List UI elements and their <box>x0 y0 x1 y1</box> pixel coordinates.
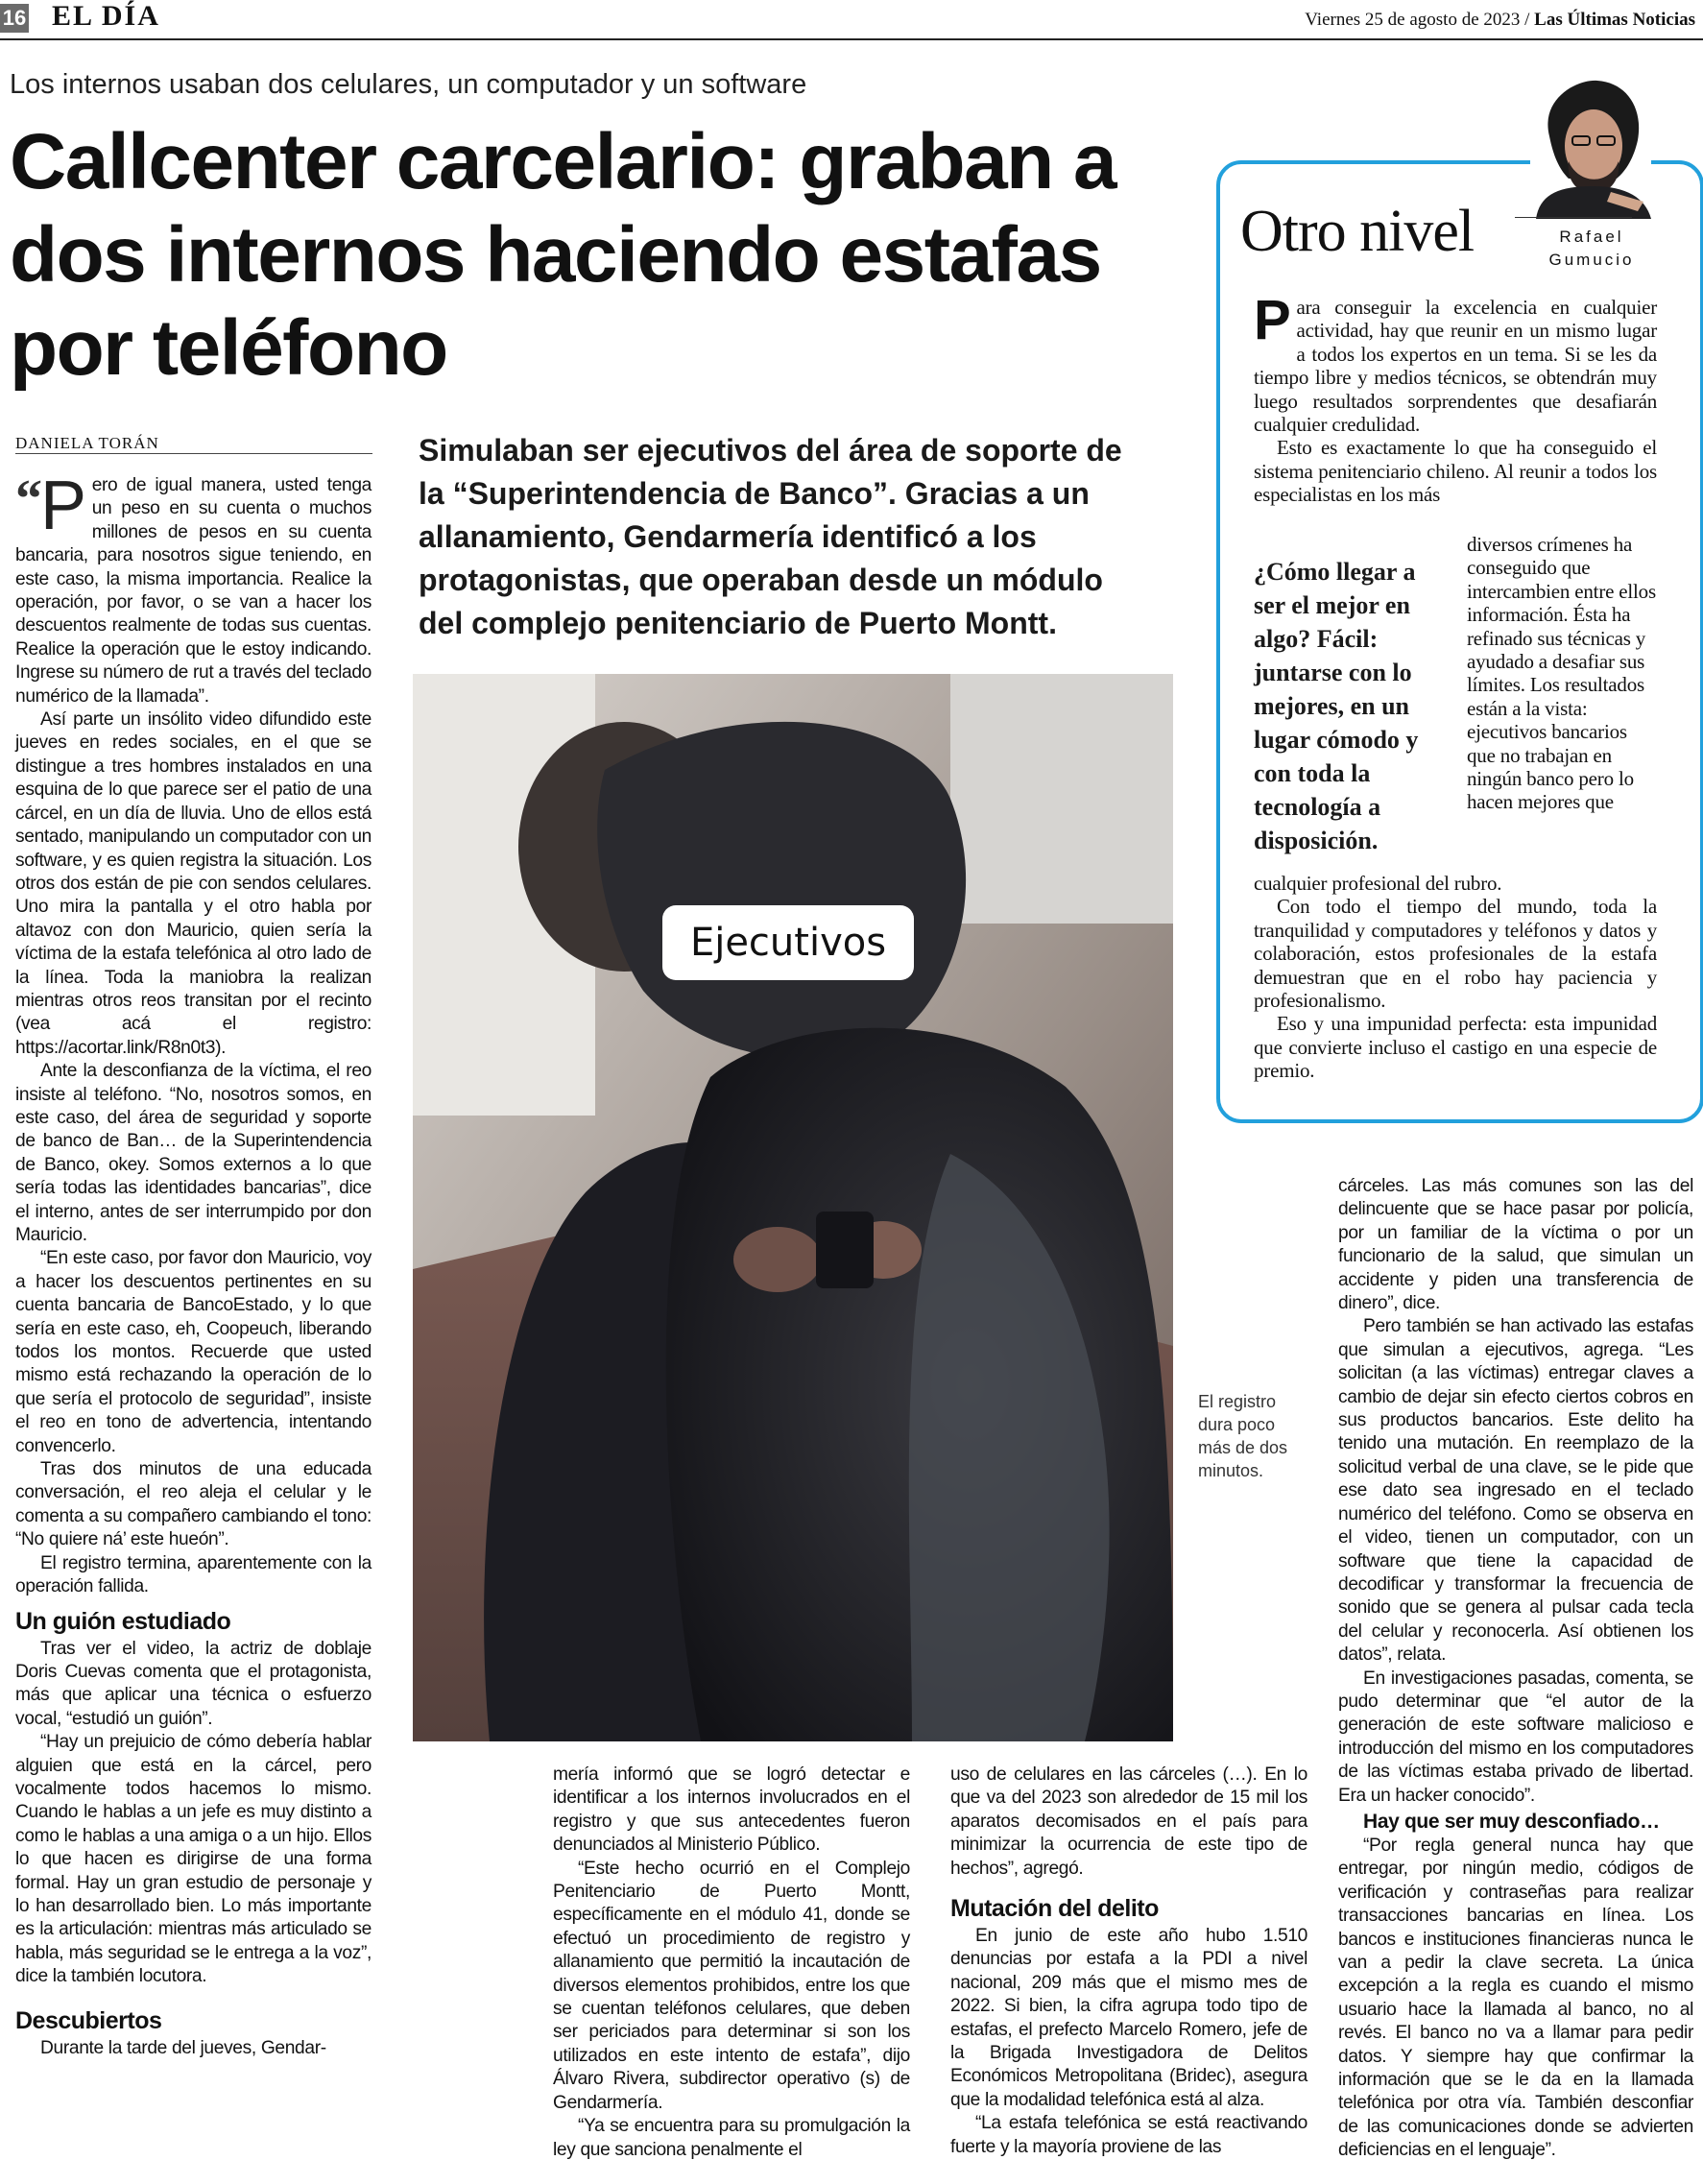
paragraph: Esto es exactamente lo que ha conseguido el sistema penitenciario chileno. Al reunir a todos los especialistas en los más <box>1254 436 1657 507</box>
photo-overlay-label: Ejecutivos <box>662 905 914 980</box>
header-rule <box>0 38 1703 40</box>
paragraph: En investigaciones pasadas, comenta, se pudo determinar que “el autor de la generación de este software malicioso e introducción del mismo en los computadores de las víctimas estaba privado de libertad. Era un hacker conocido”. <box>1338 1668 1693 1806</box>
paragraph: Con todo el tiempo del mundo, toda la tranquilidad y computadores y teléfonos y datos y colaboración, estos profesionales de la estafa demuestran que en el robo hay paciencia y profesionalismo. <box>1254 895 1657 1013</box>
subheading: Mutación del delito <box>950 1895 1159 1923</box>
open-quote-glyph: “ <box>15 469 36 529</box>
author-portrait <box>1530 79 1651 219</box>
paragraph: “Ya se encuentra para su promulgación la ley que sanciona penalmente el <box>553 2116 910 2160</box>
page-number: 16 <box>0 4 29 33</box>
pull-quote: ¿Cómo llegar a ser el mejor en algo? Fácil: juntarse con lo mejores, en un lugar cómodo y con toda la tecnología a disposición. <box>1254 558 1419 854</box>
paragraph: “Este hecho ocurrió en el Complejo Penitenciario de Puerto Montt, específicamente en el módulo 41, donde se efectuó un procedimiento de registro y allanamiento que permitió la incautación de diversos elementos prohibidos, entre los que se cuentan teléfonos celulares, que deben ser periciados para determinar si son los utilizados en este intento de estafa”, dijo Álvaro Rivera, subdirector operativo (s) de Gendarmería. <box>553 1858 910 2113</box>
photo-caption: El registro dura poco más de dos minutos. <box>1198 1392 1288 1480</box>
paragraph: “Hay un prejuicio de cómo debería hablar alguien que está en la cárcel, pero vocalmente todos hacemos lo mismo. Cuando le hablas a un jefe es muy distinto a como le hablas a una amiga o a un hijo. Ellos lo que hacen es dirigirse de una forma formal. Hay un gran estudio de personaje y lo han desarrollado bien. Lo más importante es la articulación: mientras más articulado se habla, más seguridad se le entrega a la voz”, dice la también locutora. <box>15 1732 372 1987</box>
headline: Callcenter carcelario: graban a dos internos haciendo estafas por teléfono <box>10 118 1116 392</box>
paragraph: diversos crímenes ha conseguido que intercambien entre ellos información. Ésta ha refinado sus técnicas y ayudado a desafiar sus límites. Los resultados están a la vista: ejecutivos bancarios que no trabajan en ningún banco pero lo hacen mejores que <box>1467 533 1656 814</box>
paragraph: Así parte un insólito video difundido este jueves en redes sociales, en el que se distingue a tres hombres instalados en una esquina de lo que parece ser el patio de una cárcel, en un día de lluvia. Uno de ellos está sentado, manipulando un computador con un software, y es quien registra la situación. Los otros dos están de pie con sendos celulares. Uno mira la pantalla y el otro habla por altavoz con don Mauricio, quien sería la víctima de la estafa telefónica al otro lado de la línea. Toda la maniobra la realizan mientras otros reos transitan por el recinto (vea acá el registro: https://acortar.link/R8n0t3). <box>15 709 372 1058</box>
deck: Simulaban ser ejecutivos del área de soporte de la “Superintendencia de Banco”. Gracias a un allanamiento, Gendarmería identificó a los protagonistas, que operaban desde un módulo del complejo penitenciario de Puerto Montt. <box>419 433 1122 640</box>
paragraph: Pero también se han activado las estafas que simulan a ejecutivos, agrega. “Les solicitan (a las víctimas) entregar claves a cambio de dejar sin efecto ciertos cobros en sus productos bancarios. Este delito ha tenido una mutación. En reemplazo de la solicitud verbal de una clave, se le pide que ese dato sea ingresado en el teclado numérico del teléfono. Como se observa en el video, tienen un computador, con un software que tiene la capacidad de decodificar y transformar la frecuencia de sonido que se genera al pulsar cada tecla del celular y reconocerla. Así obtienen los datos”, relata. <box>1338 1316 1693 1666</box>
opinion-text-side <box>1467 533 1657 814</box>
article-column-4 <box>1338 1175 1693 2163</box>
article-column-2 <box>553 1764 910 2162</box>
kicker: Los internos usaban dos celulares, un computador y un software <box>10 69 807 100</box>
date: Viernes 25 de agosto de 2023 / <box>1305 10 1530 30</box>
subheading: Un guión estudiado <box>15 1607 231 1635</box>
paragraph: uso de celulares en las cárceles (…). En lo que va del 2023 son alrededor de 15 mil los aparatos decomisados en el país para minimizar la ocurrencia de este tipo de hechos”, agregó. <box>950 1764 1307 1879</box>
article-photo <box>413 674 1173 1741</box>
paragraph: Eso y una impunidad perfecta: esta impunidad que convierte incluso el castigo en una especie de premio. <box>1254 1012 1657 1083</box>
paragraph: Ante la desconfianza de la víctima, el reo insiste al teléfono. “No, nosotros somos, en este caso, del área de seguridad y soporte de banco de Ban… de la Superintendencia de Banco, okey. Somos externos a lo que sería todas las identidades bancarias”, dice el interno, antes de ser interrumpido por don Mauricio. <box>15 1061 372 1245</box>
drop-cap: P <box>1254 289 1291 351</box>
paragraph: Tras ver el video, la actriz de doblaje Doris Cuevas comenta que el protagonista, más que aplicar una técnica o esfuerzo vocal, “estudió un guión”. <box>15 1638 372 1729</box>
byline: DANIELA TORÁN <box>15 434 159 452</box>
paragraph: El registro termina, aparentemente con la operación fallida. <box>15 1552 372 1597</box>
paragraph: Durante la tarde del jueves, Gendar- <box>40 2037 326 2058</box>
opinion-title: Otro nivel <box>1240 199 1475 264</box>
subheading: Descubiertos <box>15 2006 162 2034</box>
paragraph: Tras dos minutos de una educada conversación, el reo aleja el celular y le comenta a su compañero cambiando el tono: “No quiere ná’ este hueón”. <box>15 1459 372 1550</box>
opinion-text-bottom <box>1254 872 1657 1083</box>
author-name: Rafael Gumucio <box>1548 228 1635 269</box>
paragraph: Para conseguir la excelencia en cualquier actividad, hay que reunir en un mismo lugar a todos los expertos en un tema. Si se les da tiempo libre y medios técnicos, se obtendrán muy luego resultados sorprendentes que desafiarán cualquier credulidad. <box>1254 289 1657 437</box>
byline-rule <box>15 453 372 454</box>
paragraph: “ P ero de igual manera, usted tenga un peso en su cuenta o muchos millones de pesos en su cuenta bancaria, para nosotros sigue teniendo, en este caso, la misma importancia. Realice la operación, por favor, o se van a hacer los descuentos realmente de todas sus cuentas. Realice la operación que le estoy indicando. Ingrese su número de rut a través del teclado numérico de la llamada”. <box>15 468 372 707</box>
dateline <box>1305 10 1695 31</box>
article-column-1 <box>15 468 372 2060</box>
paragraph: En junio de este año hubo 1.510 denuncias por estafa a la PDI a nivel nacional, 209 más que el mismo mes de 2022. Si bien, la cifra agrupa todo tipo de estafas, el prefecto Marcelo Romero, jefe de la Brigada Investigadora de Delitos Económicos Metropolitana (Bridec), asegura que la modalidad telefónica está al alza. <box>950 1926 1307 2110</box>
subheading: Hay que ser muy desconfiado… <box>1363 1810 1660 1833</box>
paragraph: cualquier profesional del rubro. <box>1254 872 1502 895</box>
drop-cap: P <box>40 468 86 544</box>
opinion-text-top <box>1254 289 1657 507</box>
article-column-3 <box>950 1764 1307 2159</box>
paragraph: “En este caso, por favor don Mauricio, voy a hacer los descuentos pertinentes en su cuenta bancaria de BancoEstado, y lo que sería en este caso, eh, Coopeuch, liberando todos los montos. Recuerde que usted mismo está rechazando la operación de lo que sería el protocolo de seguridad”, insiste el reo en tono de advertencia, intentando convencerlo. <box>15 1248 372 1456</box>
paragraph: mería informó que se logró detectar e identificar a los internos involucrados en el registro y que sus antecedentes fueron denunciados al Ministerio Público. <box>553 1764 910 1856</box>
paragraph: cárceles. Las más comunes son las del delincuente que se hace pasar por policía, por un familiar de la víctima o por un funcionario de la salud, que simulan un accidente y piden una transferencia de dinero”, dice. <box>1338 1176 1693 1314</box>
author-rule <box>1515 217 1632 218</box>
section-name: EL DÍA <box>52 0 160 32</box>
publication-name: Las Últimas Noticias <box>1534 10 1695 30</box>
paragraph: “La estafa telefónica se está reactivando fuerte y la mayoría proviene de las <box>950 2113 1307 2157</box>
paragraph: “Por regla general nunca hay que entregar, por ningún medio, códigos de verificación y contraseñas para realizar transacciones bancarias en línea. Los bancos e instituciones financieras nunca le van a pedir la clave secreta. La única excepción a la regla es cuando el mismo usuario hace la llamada al banco, no al revés. El banco no va a llamar para pedir datos. Y siempre hay que confirmar la información que se le da en la llamada telefónica por otra vía. También desconfiar de las comunicaciones donde se advierten deficiencias en el lenguaje”. <box>1338 1835 1693 2161</box>
